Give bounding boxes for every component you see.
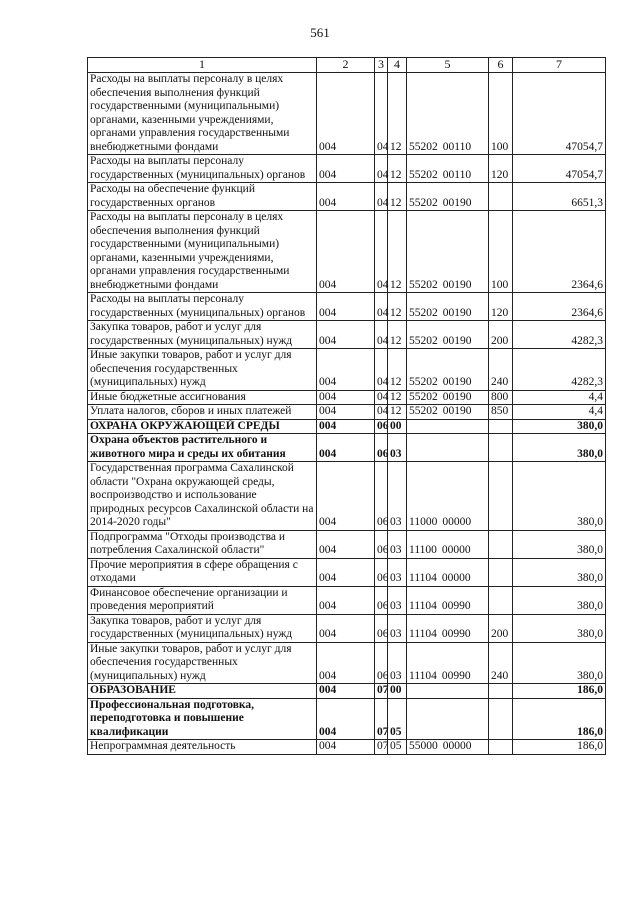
row-section-code: 07 [375,684,388,699]
row-amount: 380,0 [513,586,606,614]
row-section-code: 04 [375,155,388,183]
row-amount: 6651,3 [513,183,606,211]
row-subsection-code: 03 [388,586,407,614]
table-row [88,321,606,349]
target-program-code: 55202 [409,140,438,153]
row-grbs-code: 004 [317,586,375,614]
row-target-article [407,293,489,321]
row-amount: 2364,6 [513,293,606,321]
row-section-code: 06 [375,558,388,586]
row-target-article [407,558,489,586]
row-name: Иные бюджетные ассигнования [88,390,317,405]
row-grbs-code: 004 [317,434,375,462]
row-expense-type [489,684,513,699]
row-name: Закупка товаров, работ и услуг для государственных (муниципальных) нужд [88,614,317,642]
row-name: Прочие мероприятия в сфере обращения с отходами [88,558,317,586]
target-direction-code: 00990 [441,628,471,640]
row-name: Профессиональная подготовка, переподготовка и повышение квалификации [88,698,317,740]
row-grbs-code: 004 [317,698,375,740]
row-subsection-code: 03 [388,530,407,558]
row-expense-type [489,419,513,434]
row-target-article [407,434,489,462]
table-row [88,155,606,183]
row-expense-type [489,740,513,755]
row-amount: 4,4 [513,405,606,420]
row-subsection-code: 12 [388,321,407,349]
row-name: Государственная программа Сахалинской области "Охрана окружающей среды, воспроизводство и использование природных ресурсов Сахалинской области на 2014-2020 годы" [88,462,317,531]
row-expense-type: 100 [489,73,513,155]
row-amount: 380,0 [513,558,606,586]
table-row [88,434,606,462]
row-section-code: 06 [375,462,388,531]
table-row [88,614,606,642]
row-section-code: 06 [375,614,388,642]
target-program-code: 55202 [409,390,438,403]
row-section-code: 06 [375,434,388,462]
row-subsection-code: 12 [388,405,407,420]
row-section-code: 06 [375,419,388,434]
target-direction-code: 00190 [442,278,472,291]
row-section-code: 04 [375,183,388,211]
row-section-code: 07 [375,740,388,755]
table-row [88,405,606,420]
target-direction-code: 00190 [442,306,472,319]
row-section-code: 06 [375,530,388,558]
row-expense-type [489,434,513,462]
row-target-article [407,530,489,558]
target-direction-code: 00000 [442,516,472,528]
row-grbs-code: 004 [317,293,375,321]
target-program-code: 11104 [409,600,437,612]
table-row [88,419,606,434]
row-subsection-code: 12 [388,390,407,405]
row-expense-type: 240 [489,642,513,684]
row-section-code: 04 [375,405,388,420]
target-direction-code: 00190 [442,376,472,388]
table-row [88,211,606,293]
row-name: Иные закупки товаров, работ и услуг для обеспечения государственных (муниципальных) нужд [88,349,317,391]
row-name: ОБРАЗОВАНИЕ [88,684,317,699]
table-row [88,698,606,740]
table-row [88,73,606,155]
row-expense-type: 800 [489,390,513,405]
target-program-code: 11104 [409,669,437,682]
row-expense-type: 120 [489,293,513,321]
row-grbs-code: 004 [317,73,375,155]
row-amount: 4282,3 [513,349,606,391]
row-name: Охрана объектов растительного и животного мира и среды их обитания [88,434,317,462]
row-subsection-code: 12 [388,211,407,293]
table-row [88,586,606,614]
row-name: ОХРАНА ОКРУЖАЮЩЕЙ СРЕДЫ [88,419,317,434]
row-target-article [407,349,489,391]
target-direction-code: 00190 [442,405,472,417]
row-amount: 380,0 [513,614,606,642]
column-header: 6 [489,58,513,73]
row-target-article [407,419,489,434]
column-header: 5 [407,58,489,73]
row-amount: 186,0 [513,698,606,740]
row-target-article [407,740,489,755]
row-subsection-code: 05 [388,740,407,755]
row-amount: 47054,7 [513,73,606,155]
target-program-code: 55202 [409,376,438,388]
header-row [88,58,606,73]
row-subsection-code: 03 [388,558,407,586]
row-subsection-code: 12 [388,293,407,321]
row-section-code: 04 [375,293,388,321]
target-program-code: 55000 [409,740,438,752]
target-direction-code: 00990 [441,669,471,682]
row-subsection-code: 03 [388,434,407,462]
row-name: Расходы на обеспечение функций государственных органов [88,183,317,211]
row-name: Непрограммная деятельность [88,740,317,755]
row-name: Иные закупки товаров, работ и услуг для обеспечения государственных (муниципальных) нужд [88,642,317,684]
row-subsection-code: 12 [388,155,407,183]
table-row [88,462,606,531]
target-direction-code: 00190 [442,390,472,403]
column-header: 1 [88,58,317,73]
row-expense-type: 850 [489,405,513,420]
row-expense-type: 200 [489,614,513,642]
column-header: 7 [513,58,606,73]
row-grbs-code: 004 [317,183,375,211]
target-direction-code: 00000 [441,572,471,584]
row-section-code: 06 [375,642,388,684]
row-amount: 380,0 [513,462,606,531]
table-row [88,740,606,755]
row-name: Расходы на выплаты персоналу государственных (муниципальных) органов [88,293,317,321]
target-direction-code: 00190 [442,334,472,347]
row-target-article [407,73,489,155]
row-grbs-code: 004 [317,349,375,391]
column-header: 2 [317,58,375,73]
row-subsection-code: 03 [388,642,407,684]
row-target-article [407,586,489,614]
target-program-code: 11100 [409,544,437,556]
column-header: 4 [388,58,407,73]
row-target-article [407,155,489,183]
target-direction-code: 00190 [442,196,472,209]
row-section-code: 04 [375,73,388,155]
row-expense-type: 240 [489,349,513,391]
table-row [88,558,606,586]
target-direction-code: 00000 [442,740,472,752]
budget-table [87,57,606,755]
row-grbs-code: 004 [317,558,375,586]
target-program-code: 55202 [409,334,438,347]
row-target-article [407,321,489,349]
row-subsection-code: 05 [388,698,407,740]
row-target-article [407,614,489,642]
row-subsection-code: 03 [388,614,407,642]
row-expense-type [489,698,513,740]
row-target-article [407,642,489,684]
target-direction-code: 00110 [442,140,472,153]
table-row [88,390,606,405]
row-section-code: 04 [375,349,388,391]
row-grbs-code: 004 [317,419,375,434]
row-expense-type [489,183,513,211]
row-amount: 380,0 [513,434,606,462]
row-section-code: 04 [375,390,388,405]
row-expense-type: 120 [489,155,513,183]
row-expense-type [489,586,513,614]
row-name: Расходы на выплаты персоналу государственных (муниципальных) органов [88,155,317,183]
row-name: Расходы на выплаты персоналу в целях обеспечения выполнения функций государственными (муниципальными) органами, казенными учреждениями, органами управления государственными внебюджетными фондами [88,73,317,155]
row-expense-type [489,558,513,586]
row-grbs-code: 004 [317,390,375,405]
row-target-article [407,183,489,211]
row-name: Уплата налогов, сборов и иных платежей [88,405,317,420]
row-target-article [407,405,489,420]
row-amount: 186,0 [513,684,606,699]
row-target-article [407,211,489,293]
column-header: 3 [375,58,388,73]
target-program-code: 55202 [409,168,438,181]
row-amount: 4282,3 [513,321,606,349]
target-direction-code: 00990 [441,600,471,612]
row-expense-type [489,462,513,531]
target-program-code: 55202 [409,405,438,417]
table-row [88,684,606,699]
row-subsection-code: 00 [388,419,407,434]
row-amount: 47054,7 [513,155,606,183]
row-grbs-code: 004 [317,462,375,531]
target-direction-code: 00110 [442,168,472,181]
row-name: Финансовое обеспечение организации и проведения мероприятий [88,586,317,614]
row-section-code: 04 [375,211,388,293]
table-row [88,530,606,558]
row-name: Расходы на выплаты персоналу в целях обеспечения выполнения функций государственными (муниципальными) органами, казенными учреждениями, органами управления государственными внебюджетными фондами [88,211,317,293]
row-expense-type [489,530,513,558]
row-section-code: 04 [375,321,388,349]
row-amount: 4,4 [513,390,606,405]
row-grbs-code: 004 [317,405,375,420]
row-subsection-code: 12 [388,183,407,211]
row-section-code: 07 [375,698,388,740]
row-expense-type: 100 [489,211,513,293]
row-grbs-code: 004 [317,530,375,558]
target-direction-code: 00000 [441,544,471,556]
row-subsection-code: 00 [388,684,407,699]
row-target-article [407,462,489,531]
row-expense-type: 200 [489,321,513,349]
row-target-article [407,698,489,740]
row-section-code: 06 [375,586,388,614]
target-program-code: 11104 [409,572,437,584]
row-amount: 380,0 [513,530,606,558]
row-grbs-code: 004 [317,740,375,755]
row-grbs-code: 004 [317,211,375,293]
row-amount: 2364,6 [513,211,606,293]
target-program-code: 55202 [409,196,438,209]
target-program-code: 55202 [409,306,438,319]
row-grbs-code: 004 [317,155,375,183]
row-grbs-code: 004 [317,614,375,642]
target-program-code: 55202 [409,278,438,291]
row-subsection-code: 12 [388,349,407,391]
table-row [88,349,606,391]
row-name: Закупка товаров, работ и услуг для государственных (муниципальных) нужд [88,321,317,349]
row-target-article [407,684,489,699]
row-amount: 186,0 [513,740,606,755]
row-amount: 380,0 [513,419,606,434]
row-grbs-code: 004 [317,321,375,349]
page-number: 561 [310,25,330,40]
row-grbs-code: 004 [317,684,375,699]
table-row [88,293,606,321]
row-amount: 380,0 [513,642,606,684]
target-program-code: 11000 [409,516,438,528]
row-grbs-code: 004 [317,642,375,684]
target-program-code: 11104 [409,628,437,640]
table-row [88,183,606,211]
row-subsection-code: 12 [388,73,407,155]
row-name: Подпрограмма "Отходы производства и потребления Сахалинской области" [88,530,317,558]
row-subsection-code: 03 [388,462,407,531]
table-row [88,642,606,684]
row-target-article [407,390,489,405]
